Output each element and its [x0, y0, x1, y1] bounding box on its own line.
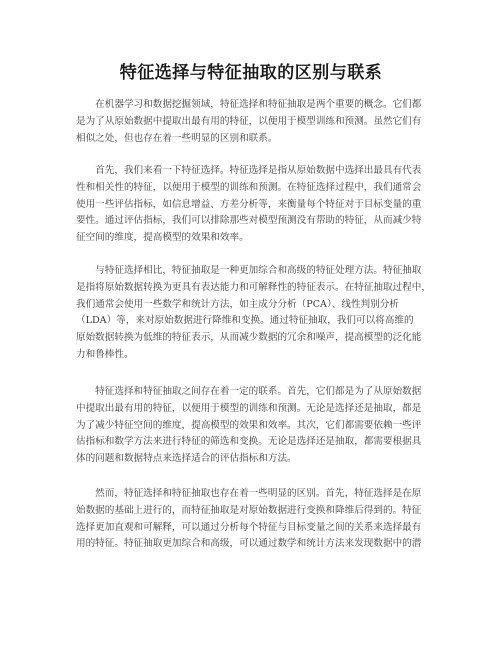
- text-line: 原始数据转换为低维的特征表示，从而减少数据的冗余和噪声，提高模型的泛化能: [76, 332, 422, 344]
- text-line: 是为了从原始数据中提取出最有用的特征，以便用于模型训练和预测。虽然它们有: [76, 115, 422, 127]
- text-line: 中提取出最有用的特征，以便用于模型的训练和预测。无论是选择还是抽取，都是: [76, 402, 422, 414]
- text-line: 然而，特征选择和特征抽取也存在着一些明显的区别。首先，特征选择是在原: [76, 488, 422, 499]
- text-line: 估指标和数学方法来进行特征的筛选和变换。无论是选择还是抽取，都需要根据具: [76, 436, 422, 448]
- text-line: 体的问题和数据特点来选择适合的评估指标和方法。: [76, 453, 297, 465]
- text-line: 在机器学习和数据挖掘领域，特征选择和特征抽取是两个重要的概念。它们都: [76, 99, 422, 110]
- text-line: 要性。通过评估指标，我们可以排除那些对模型预测没有帮助的特征，从而减少特: [76, 215, 422, 227]
- paragraph-feature-selection: [76, 163, 436, 247]
- text-line: 用的特征。特征抽取更加综合和高级，可以通过数学和统计方法来发现数据中的潜: [76, 538, 422, 550]
- paragraph-connections: [76, 384, 436, 468]
- text-line: 是指将原始数据转换为更具有表达能力和可解释性的特征表示。在特征抽取过程中，: [76, 281, 431, 293]
- text-line: 相似之处，但也存在着一些明显的区别和联系。: [76, 132, 278, 144]
- paragraph-feature-extraction: [76, 263, 436, 364]
- text-line: 选择更加直观和可解释，可以通过分析每个特征与目标变量之间的关系来选择最有: [76, 521, 422, 533]
- text-line: 我们通常会使用一些数学和统计方法，如主成分分析（PCA）、线性判别分析: [76, 298, 399, 310]
- text-line: 特征选择和特征抽取之间存在着一定的联系。首先，它们都是为了从原始数据: [76, 386, 422, 397]
- paragraph-intro: [76, 97, 436, 147]
- paragraph-differences: [76, 486, 436, 553]
- text-line: 与特征选择相比，特征抽取是一种更加综合和高级的特征处理方法。特征抽取: [76, 265, 422, 276]
- text-line: 性和相关性的特征，以便用于模型的训练和预测。在特征选择过程中，我们通常会: [76, 181, 422, 193]
- text-line: 始数据的基础上进行的，而特征抽取是对原始数据进行变换和降维后得到的。特征: [76, 504, 422, 516]
- text-line: 力和鲁棒性。: [76, 348, 134, 360]
- document-title: 特征选择与特征抽取的区别与联系: [119, 63, 383, 83]
- text-line: 使用一些评估指标，如信息增益、方差分析等，来衡量每个特征对于目标变量的重: [76, 198, 422, 210]
- text-line: 为了减少特征空间的维度，提高模型的效果和效率。其次，它们都需要依赖一些评: [76, 419, 422, 431]
- text-line: 首先，我们来看一下特征选择。特征选择是指从原始数据中选择出最具有代表: [76, 165, 422, 176]
- text-line: 征空间的维度，提高模型的效果和效率。: [76, 232, 249, 244]
- text-line: （LDA）等，来对原始数据进行降维和变换。通过特征抽取，我们可以将高维的: [76, 315, 414, 327]
